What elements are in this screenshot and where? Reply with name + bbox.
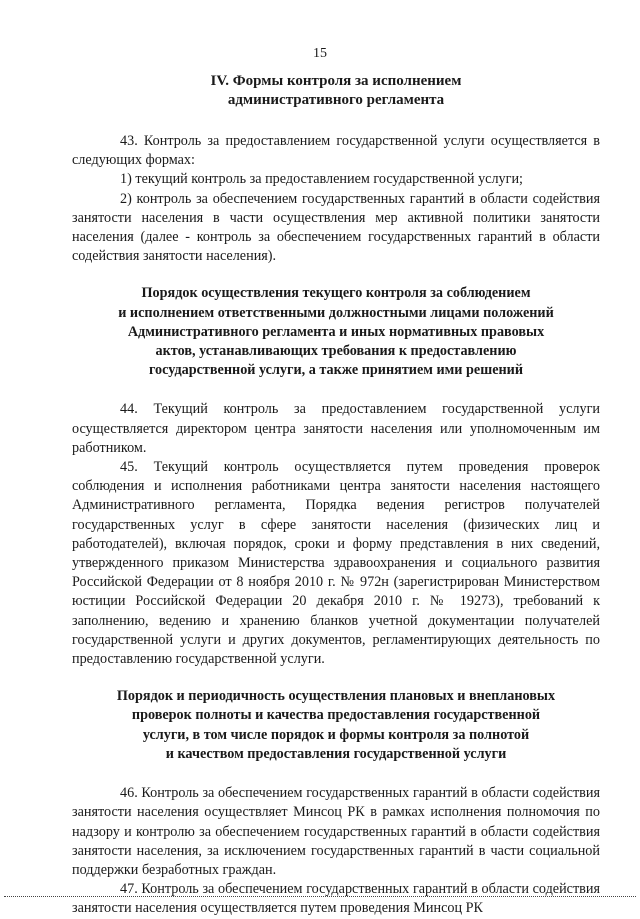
paragraph-43: 43. Контроль за предоставлением государственной услуги осуществляется в следующих формах: <box>72 133 600 169</box>
paragraph-47: 47. Контроль за обеспечением государственных гарантий в области содействия занятости населения осуществляется путем проведения Минсоц РК <box>72 881 600 917</box>
paragraph-43-item-2: 2) контроль за обеспечением государственных гарантий в области содействия занятости населения в части осуществления мер активной политики занятости населения (далее - контроль за обеспечением государственных гарантий в области содействия занятости населения). <box>72 190 600 265</box>
heading-line: и качеством предоставления государственной услуги <box>165 745 507 762</box>
section-title <box>72 72 600 110</box>
paragraph-43-item-1: 1) текущий контроль за предоставлением государственной услуги; <box>120 171 523 188</box>
section-title-line: IV. Формы контроля за исполнением <box>210 73 462 89</box>
paragraph-44: 44. Текущий контроль за предоставлением государственной услуги осуществляется директором центра занятости населения или уполномоченным им работником. <box>72 401 600 456</box>
heading-line: и исполнением ответственными должностными лицами положений <box>118 304 554 321</box>
section-title-line: административного регламента <box>227 92 445 108</box>
heading-line: государственной услуги, а также принятием ими решений <box>148 362 524 379</box>
subsection-heading-inspections <box>72 687 600 764</box>
heading-line: актов, устанавливающих требования к предоставлению <box>155 343 517 360</box>
paragraph-45: 45. Текущий контроль осуществляется путем проведения проверок соблюдения и исполнения работниками центра занятости населения настоящего Административного регламента, Порядка ведения регистров получателей государственных услуг в сфере занятости населения (физических лиц и работодателей), включая порядок, сроки и форму представления в них сведений, утвержденного приказом Министерства здравоохранения и социального развития Российской Федерации от 8 ноября 2010 г. № 972н (зарегистрирован Министерством юстиции Российской Федерации 20 декабря 2010 г. № 19273), требований к заполнению, ведению и хранению бланков учетной документации получателей государственной услуги и других документов, регламентирующих деятельность по предоставлению государственной услуги. <box>72 459 600 668</box>
subsection-heading-current-control <box>72 284 600 380</box>
paragraph-46: 46. Контроль за обеспечением государственных гарантий в области содействия занятости населения осуществляет Минсоц РК в рамках исполнения полномочия по надзору и контролю за обеспечением государственных гарантий в области содействия занятости населения, за исключением государственных гарантий в части социальной поддержки безработных граждан. <box>72 785 600 878</box>
heading-line: Административного регламента и иных нормативных правовых <box>127 323 545 340</box>
footer-dotted-line <box>4 896 636 897</box>
page-number: 15 <box>313 46 327 61</box>
heading-line: проверок полноты и качества предоставления государственной <box>131 707 541 724</box>
page-content <box>72 72 600 919</box>
heading-line: Порядок осуществления текущего контроля за соблюдением <box>141 285 531 302</box>
heading-line: услуги, в том числе порядок и формы контроля за полнотой <box>142 726 530 743</box>
heading-line: Порядок и периодичность осуществления плановых и внеплановых <box>116 688 556 705</box>
